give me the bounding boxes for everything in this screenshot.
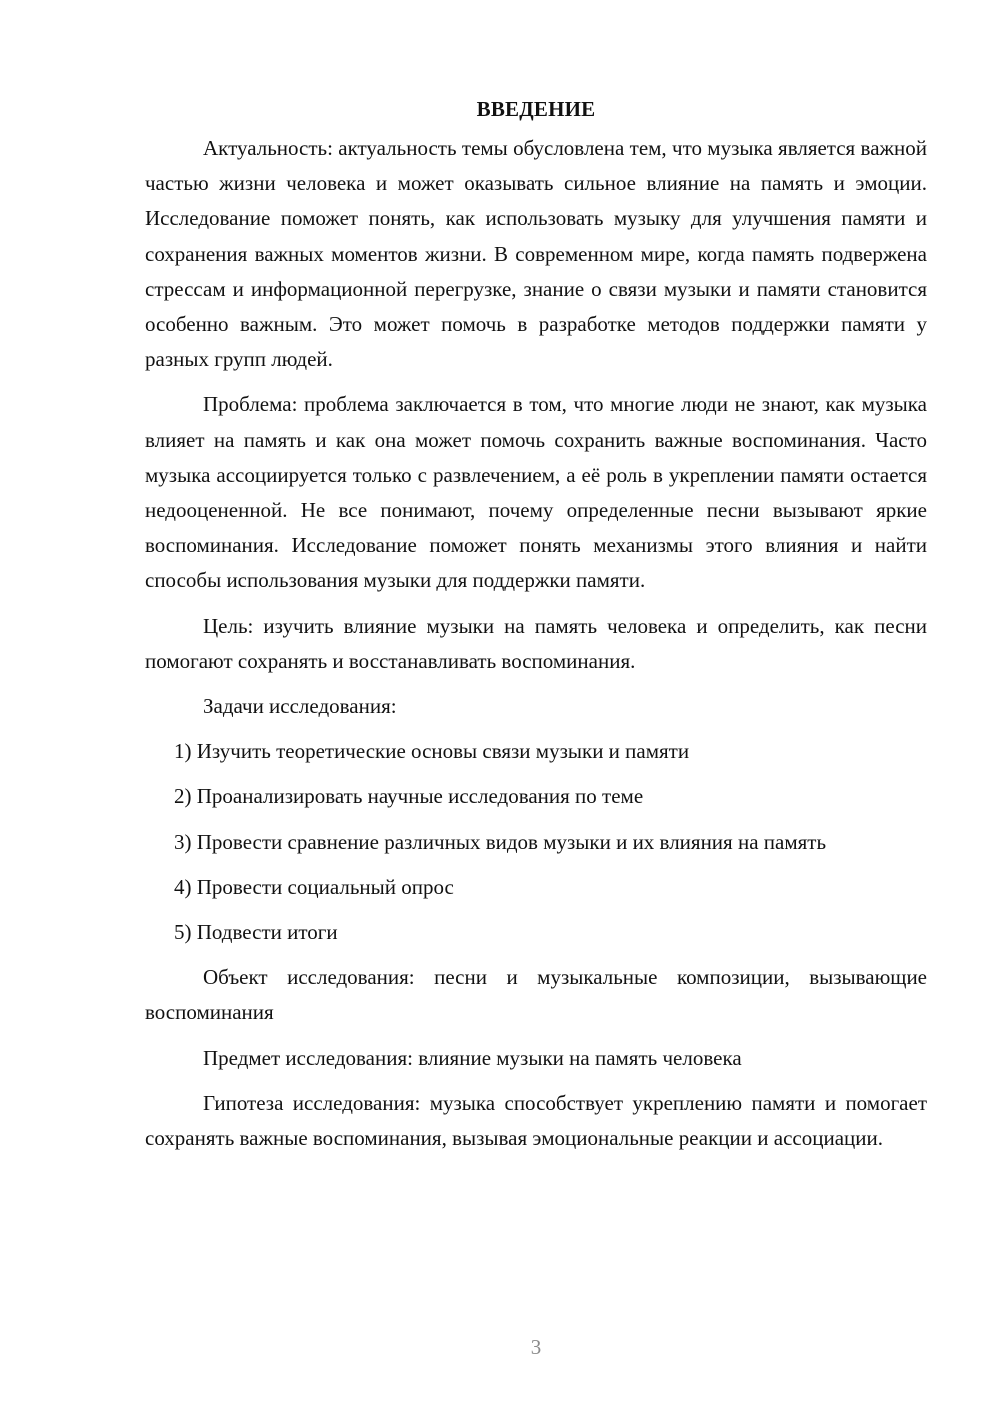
section-title: ВВЕДЕНИЕ [476, 97, 596, 121]
task-item: 2) Проанализировать научные исследования по теме [174, 784, 644, 809]
task-item: 3) Провести сравнение различных видов музыки и их влияния на память [174, 829, 827, 854]
task-item: 4) Провести социальный опрос [174, 874, 454, 899]
paragraph-problem: Проблема: проблема заключается в том, что многие люди не знают, как музыка влияет на память и как она может помочь сохранить важные воспоминания. Часто музыка ассоциируется только с развлечением, а её роль в укреплении памяти остается недооцененной. Не все понимают, почему определенные песни вызывают яркие воспоминания. Исследование поможет понять механизмы этого влияния и найти способы использования музыки для поддержки памяти. [145, 392, 927, 593]
paragraph-goal: Цель: изучить влияние музыки на память человека и определить, как песни помогают сохранять и восстанавливать воспоминания. [145, 613, 927, 673]
document-page [145, 92, 927, 1166]
tasks-heading: Задачи исследования: [203, 694, 397, 719]
task-item: 5) Подвести итоги [174, 920, 338, 945]
task-item: 1) Изучить теоретические основы связи музыки и памяти [174, 739, 690, 764]
paragraph-relevance: Актуальность: актуальность темы обусловлена тем, что музыка является важной частью жизни человека и может оказывать сильное влияние на память и эмоции. Исследование поможет понять, как использовать музыку для улучшения памяти и сохранения важных моментов жизни. В современном мире, когда память подвержена стрессам и информационной перегрузке, знание о связи музыки и памяти становится особенно важным. Это может помочь в разработке методов поддержки памяти у разных групп людей. [145, 136, 927, 372]
paragraph-object: Объект исследования: песни и музыкальные композиции, вызывающие воспоминания [145, 965, 927, 1025]
page-number: 3 [530, 1335, 542, 1359]
paragraph-hypothesis: Гипотеза исследования: музыка способствует укреплению памяти и помогает сохранять важные воспоминания, вызывая эмоциональные реакции и ассоциации. [145, 1090, 927, 1151]
paragraph-subject: Предмет исследования: влияние музыки на память человека [203, 1045, 742, 1070]
